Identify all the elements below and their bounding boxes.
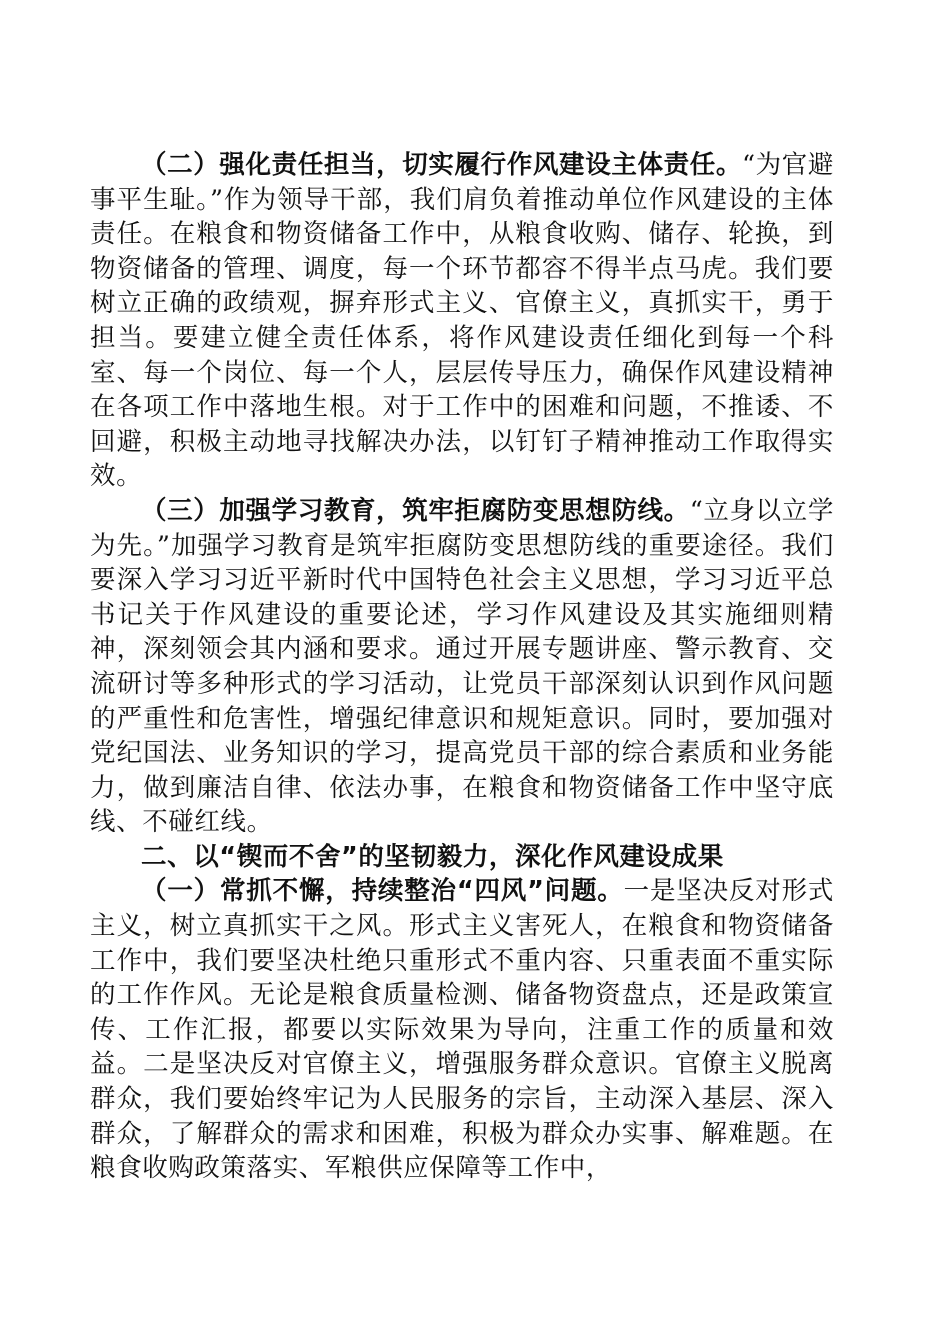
paragraph-body: 一是坚决反对形式主义，树立真抓实干之风。形式主义害死人，在粮食和物资储备工作中，我们要坚决杜绝只重形式不重内容、只重表面不重实际的工作作风。无论是粮食质量检测、储备物资盘点，还是政策宣传、工作汇报，都要以实际效果为导向，注重工作的质量和效益。二是坚决反对官僚主义，增强服务群众意识。官僚主义脱离群众，我们要始终牢记为人民服务的宗旨，主动深入基层、深入群众，了解群众的需求和困难，积极为群众办实事、解难题。在粮食收购政策落实、军粮供应保障等工作中， (90, 876, 834, 1184)
paragraph-lead: （二）强化责任担当，切实履行作风建设主体责任。 (141, 150, 742, 180)
paragraph-body: “为官避事平生耻。”作为领导干部，我们肩负着推动单位作风建设的主体责任。在粮食和物资储备工作中，从粮食收购、储存、轮换，到物资储备的管理、调度，每一个环节都容不得半点马虎。我们要树立正确的政绩观，摒弃形式主义、官僚主义，真抓实干，勇于担当。要建立健全责任体系，将作风建设责任细化到每一个科室、每一个岗位、每一个人，层层传导压力，确保作风建设精神在各项工作中落地生根。对于工作中的困难和问题，不推诿、不回避，积极主动地寻找解决办法，以钉钉子精神推动工作取得实效。 (90, 150, 834, 492)
paragraph-section-2-1 (90, 874, 834, 1185)
section-heading-2: 二、以“锲而不舍”的坚韧毅力，深化作风建设成果 (141, 841, 724, 872)
paragraph-section-1-3 (90, 494, 834, 840)
paragraph-lead: （一）常抓不懈，持续整治“四风”问题。 (141, 876, 624, 907)
paragraph-body: “立身以立学为先。”加强学习教育是筑牢拒腐防变思想防线的重要途径。我们要深入学习习近平新时代中国特色社会主义思想，学习习近平总书记关于作风建设的重要论述，学习作风建设及其实施细则精神，深刻领会其内涵和要求。通过开展专题讲座、警示教育、交流研讨等多种形式的学习活动，让党员干部深刻认识到作风问题的严重性和危害性，增强纪律意识和规矩意识。同时，要加强对党纪国法、业务知识的学习，提高党员干部的综合素质和业务能力，做到廉洁自律、依法办事，在粮食和物资储备工作中坚守底线、不碰红线。 (90, 495, 834, 838)
document-page (90, 148, 834, 1186)
paragraph-lead: （三）加强学习教育，筑牢拒腐防变思想防线。 (141, 495, 690, 526)
paragraph-section-1-2 (90, 148, 834, 494)
